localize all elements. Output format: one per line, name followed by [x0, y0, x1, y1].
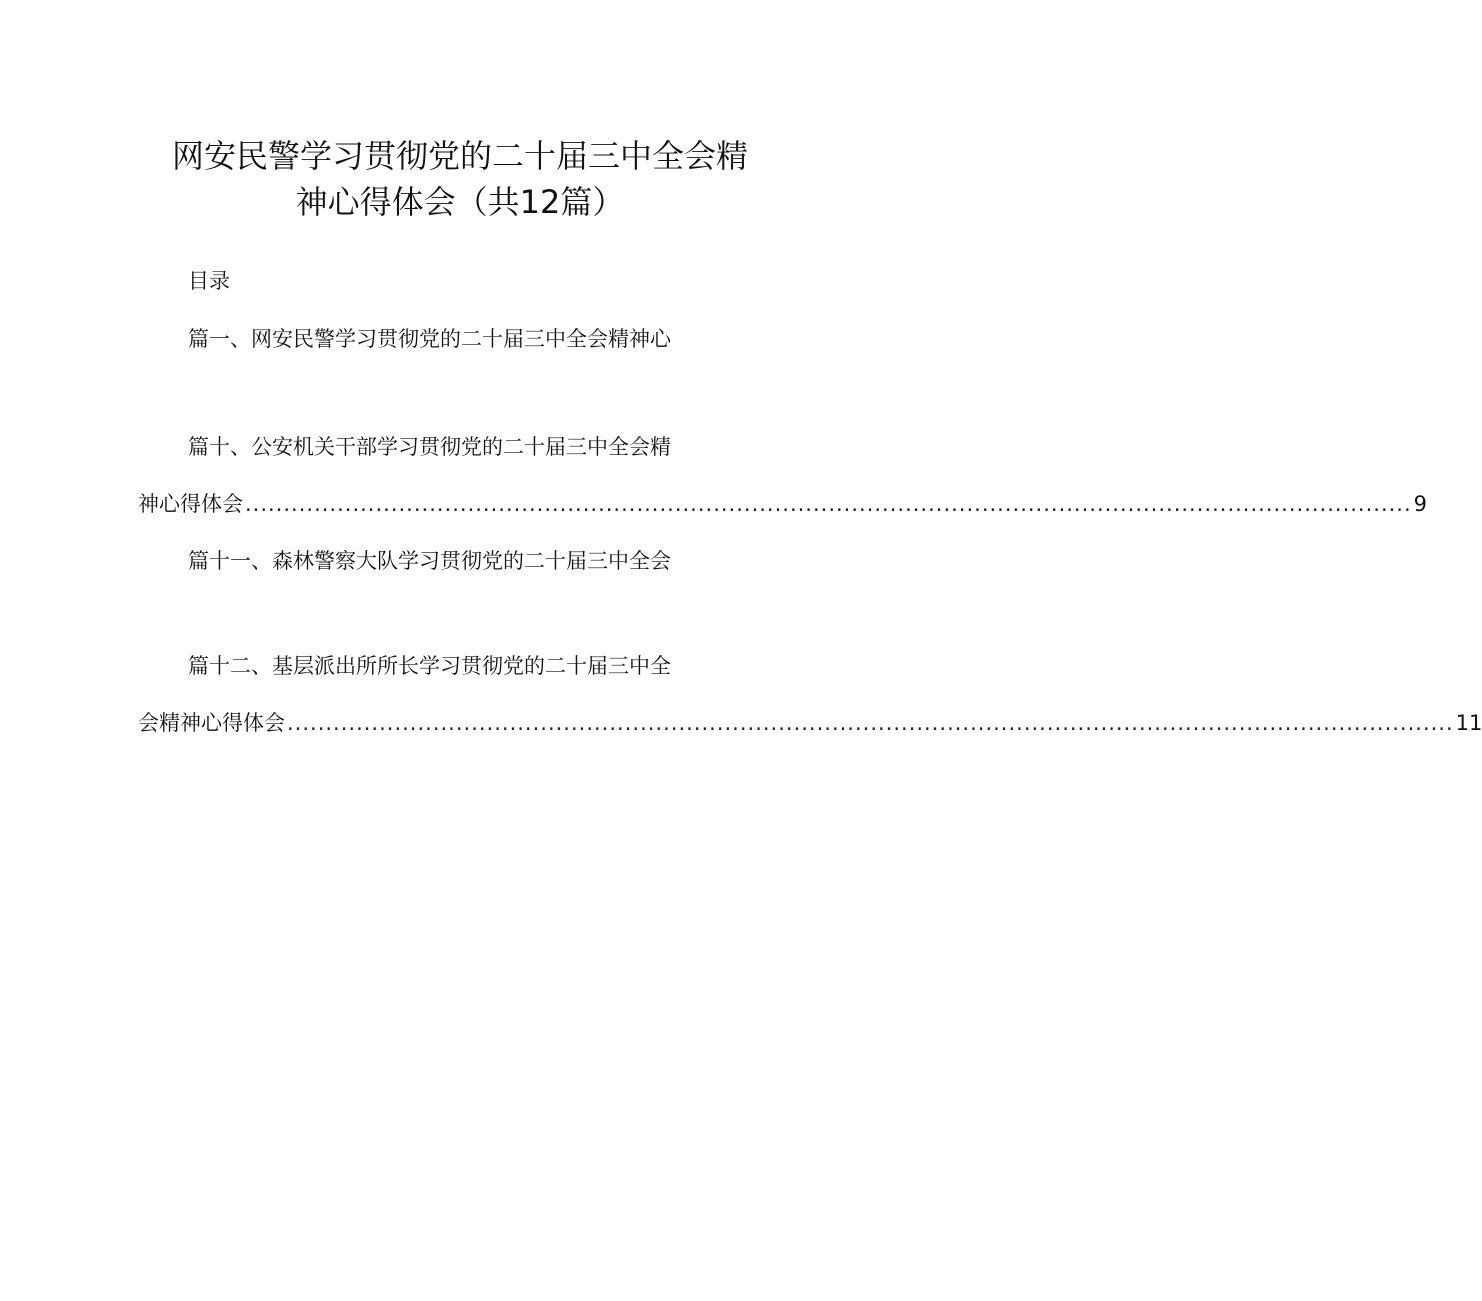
- toc-entry-11[interactable]: 篇十一、森林警察大队学习贯彻党的二十届三中全会: [188, 549, 671, 573]
- toc-entry-1[interactable]: 篇一、网安民警学习贯彻党的二十届三中全会精神心: [188, 327, 671, 351]
- toc-entry-12-page: 11: [1455, 711, 1482, 735]
- toc-entry-10-page: 9: [1413, 492, 1428, 516]
- document-title-line-2: 神心得体会（共12篇）: [295, 183, 625, 221]
- dot-leader: ........................................................................................................................................................: [287, 711, 1454, 735]
- toc-entry-12[interactable]: 篇十二、基层派出所所长学习贯彻党的二十届三中全: [188, 654, 671, 678]
- toc-heading: 目录: [188, 269, 230, 293]
- document-title-line-1: 网安民警学习贯彻党的二十届三中全会精: [171, 137, 748, 175]
- toc-entry-12-continuation[interactable]: [138, 708, 1482, 738]
- toc-entry-12-text: 会精神心得体会: [138, 711, 285, 735]
- toc-entry-10[interactable]: 篇十、公安机关干部学习贯彻党的二十届三中全会精: [188, 435, 671, 459]
- toc-entry-10-text: 神心得体会: [138, 492, 243, 516]
- toc-entry-10-continuation[interactable]: [138, 489, 1428, 519]
- dot-leader: ........................................................................................................................................................: [245, 492, 1412, 516]
